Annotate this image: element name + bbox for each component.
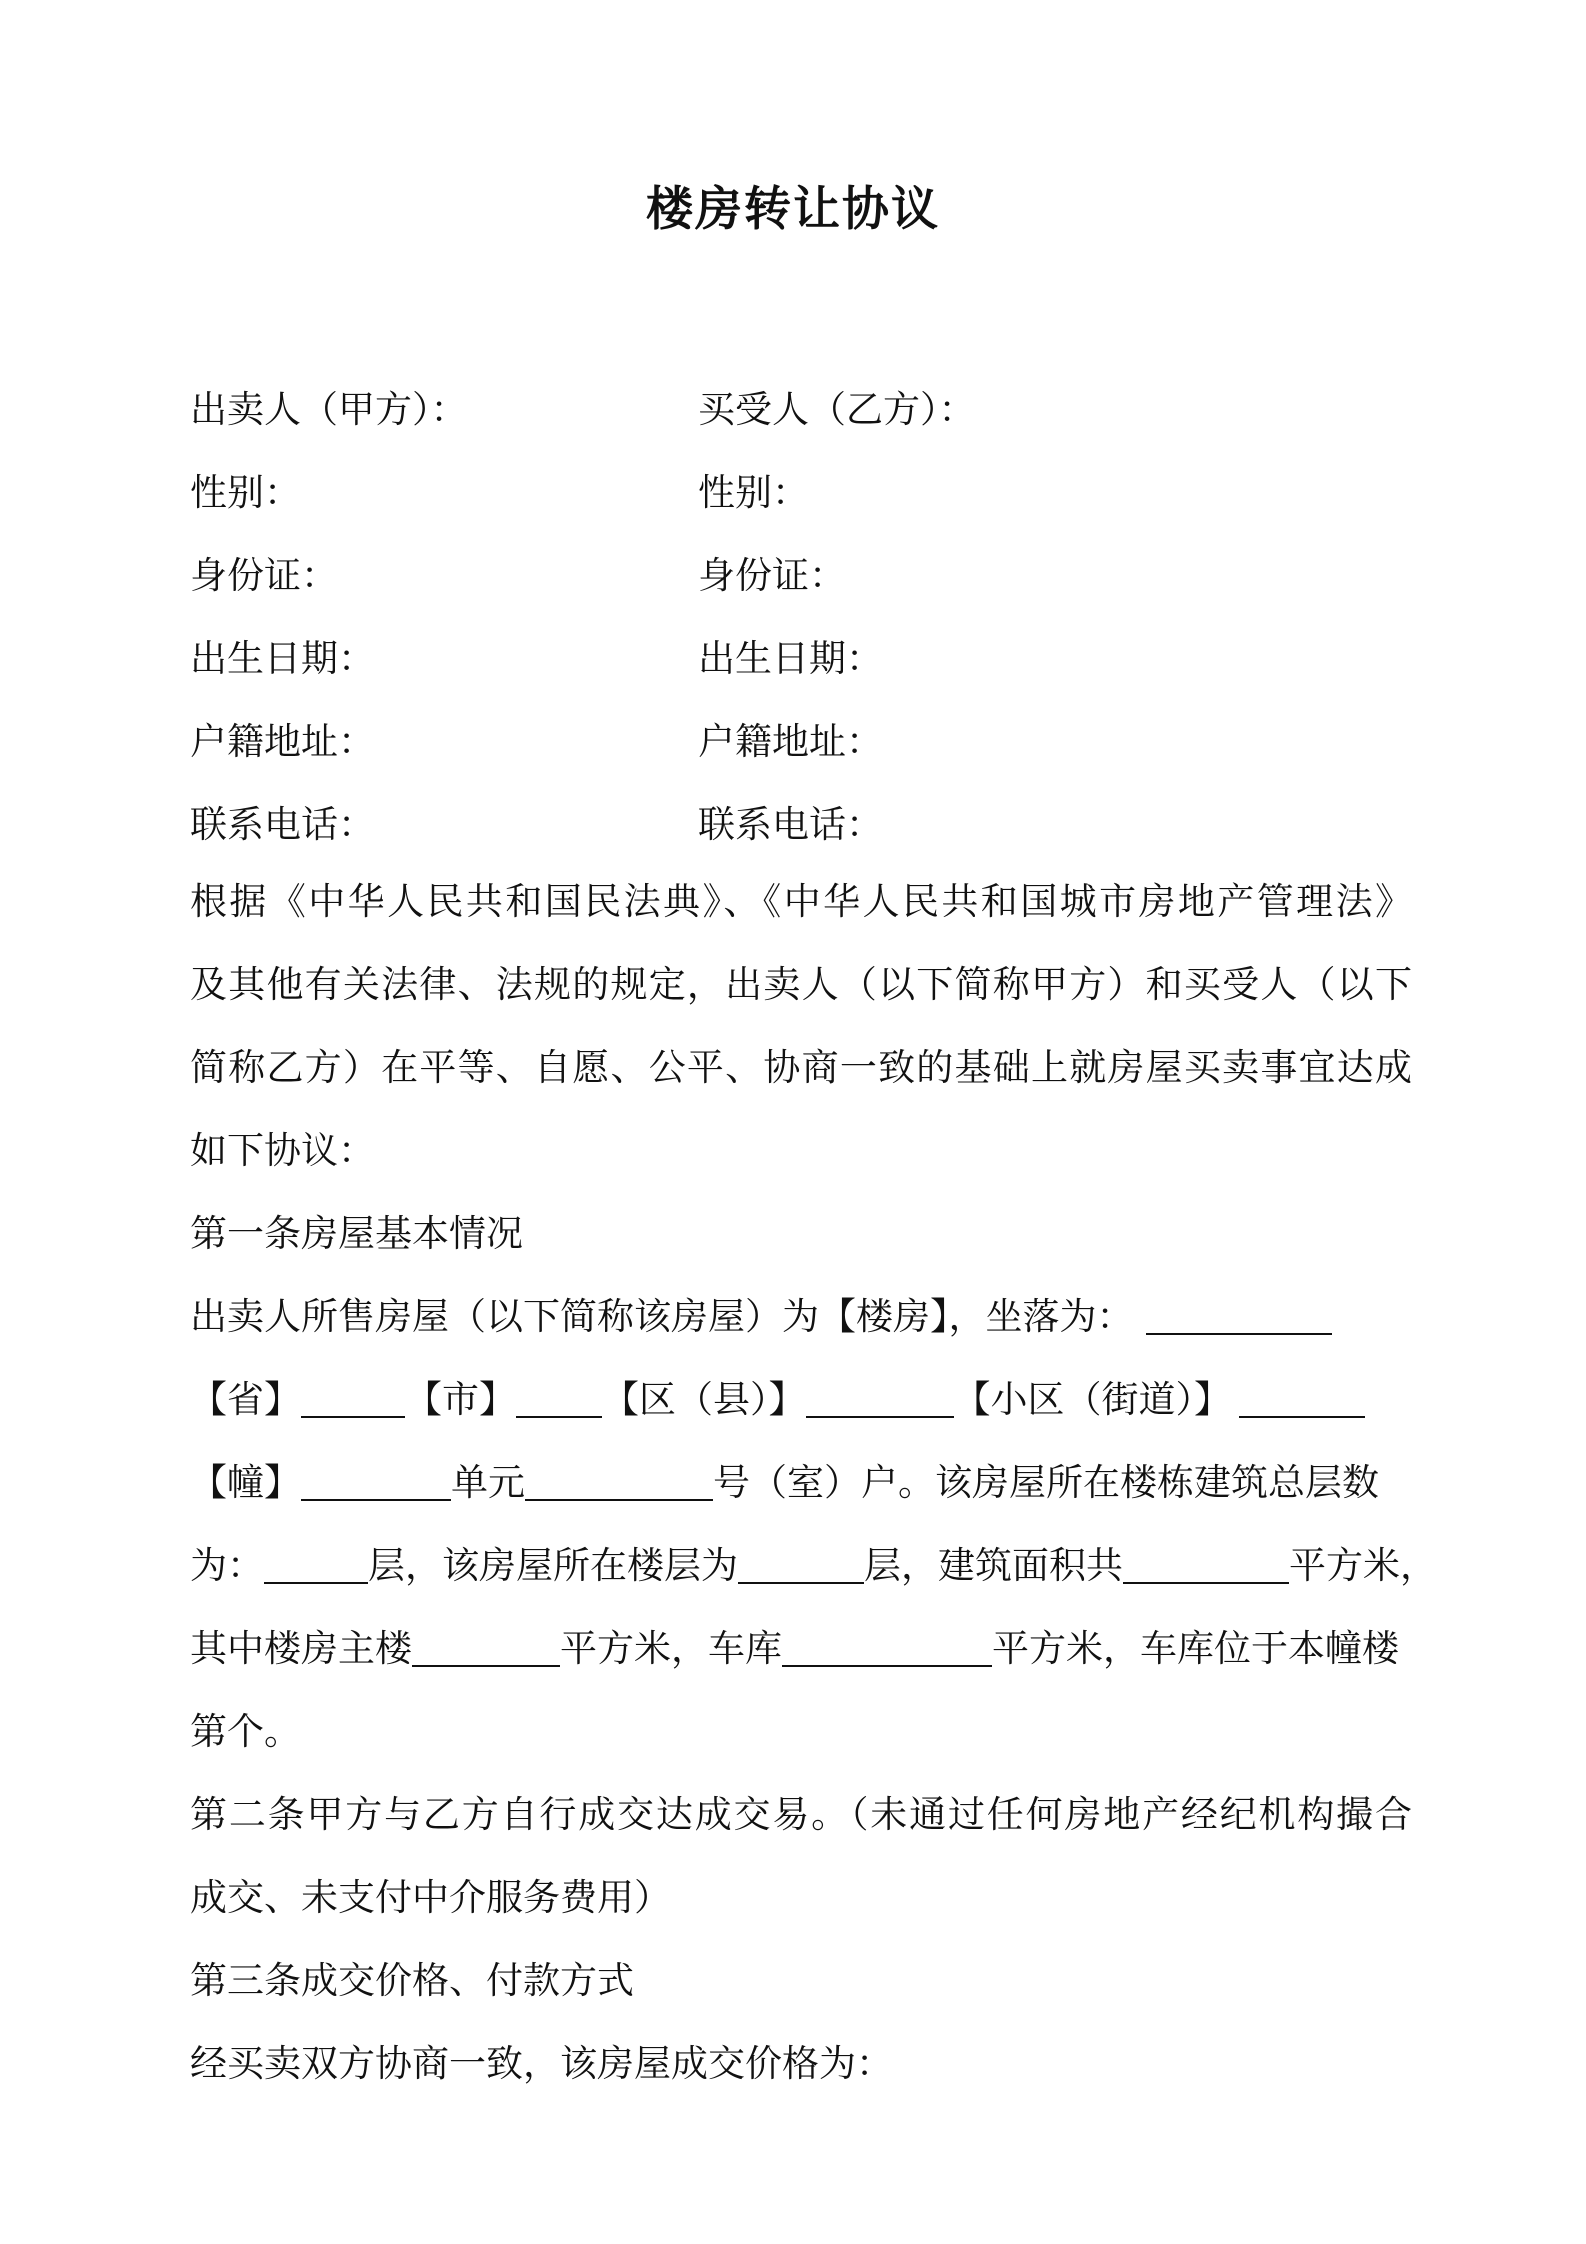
party-row-gender <box>190 447 1410 530</box>
article-1-line-5 <box>190 1607 1412 1690</box>
seller-id-label: 身份证： <box>190 553 338 597</box>
total-floors-prefix: 为： <box>190 1544 264 1587</box>
total-floors-blank[interactable] <box>264 1582 368 1584</box>
buyer-birthdate-label: 出生日期： <box>698 636 883 680</box>
preamble-line-3: 简称乙方）在平等、自愿、公平、协商一致的基础上就房屋买卖事宜达成 <box>190 1046 1412 1089</box>
article-1-location-text: 出卖人所售房屋（以下简称该房屋）为【楼房】，坐落为： <box>190 1295 1134 1338</box>
community-label: 【小区（街道）】 <box>953 1378 1231 1421</box>
room-and-floors-text: 号（室）户。该房屋所在楼栋建筑总层数 <box>713 1461 1379 1504</box>
seller-name-label: 出卖人（甲方）： <box>190 387 468 431</box>
preamble-paragraph <box>190 860 1412 943</box>
article-3-line-1: 经买卖双方协商一致，该房屋成交价格为： <box>190 2042 893 2085</box>
article-1-line-3 <box>190 1441 1412 1524</box>
party-info-table <box>190 364 1410 862</box>
article-1-heading: 第一条房屋基本情况 <box>190 1212 523 1255</box>
location-blank[interactable] <box>1146 1333 1332 1335</box>
article-2-line-2: 成交、未支付中介服务费用） <box>190 1876 671 1919</box>
buyer-id-label: 身份证： <box>698 553 846 597</box>
article-2-line-1: 第二条甲方与乙方自行成交达成交易。（未通过任何房地产经纪机构撮合 <box>190 1793 1412 1836</box>
buyer-phone-label: 联系电话： <box>698 802 883 846</box>
preamble-line-1: 根据《中华人民共和国民法典》、《中华人民共和国城市房地产管理法》 <box>190 880 1412 923</box>
document-title: 楼房转让协议 <box>646 182 940 237</box>
buyer-name-label: 买受人（乙方）： <box>698 387 976 431</box>
article-3-heading: 第三条成交价格、付款方式 <box>190 1959 634 2002</box>
article-1-line-2 <box>190 1358 1412 1441</box>
district-blank[interactable] <box>806 1416 954 1418</box>
seller-address-label: 户籍地址： <box>190 719 375 763</box>
preamble-line-4: 如下协议： <box>190 1129 375 1172</box>
party-row-name <box>190 364 1410 447</box>
seller-birthdate-label: 出生日期： <box>190 636 375 680</box>
building-label: 【幢】 <box>190 1461 301 1504</box>
party-row-phone <box>190 779 1410 862</box>
seller-gender-label: 性别： <box>190 470 301 514</box>
garage-location-text: 平方米，车库位于本幢楼 <box>992 1627 1399 1670</box>
main-building-label: 其中楼房主楼 <box>190 1627 412 1670</box>
party-row-address <box>190 696 1410 779</box>
city-label: 【市】 <box>405 1378 516 1421</box>
buyer-address-label: 户籍地址： <box>698 719 883 763</box>
province-blank[interactable] <box>301 1416 405 1418</box>
seller-phone-label: 联系电话： <box>190 802 375 846</box>
article-1-line-4 <box>190 1524 1437 1607</box>
city-blank[interactable] <box>516 1416 602 1418</box>
area-label: 层，建筑面积共 <box>864 1544 1123 1587</box>
floor-label: 层，该房屋所在楼层为 <box>368 1544 738 1587</box>
province-label: 【省】 <box>190 1378 301 1421</box>
preamble-line-3-wrap <box>190 1026 1412 1109</box>
preamble-line-2: 及其他有关法律、法规的规定，出卖人（以下简称甲方）和买受人（以下 <box>190 963 1412 1006</box>
floor-blank[interactable] <box>738 1582 864 1584</box>
district-label: 【区（县）】 <box>602 1378 806 1421</box>
building-blank[interactable] <box>301 1499 451 1501</box>
agreement-body <box>190 860 1437 2105</box>
party-row-id <box>190 530 1410 613</box>
community-blank[interactable] <box>1239 1416 1365 1418</box>
area-unit: 平方米， <box>1289 1544 1437 1587</box>
area-blank[interactable] <box>1123 1582 1289 1584</box>
garage-label: 平方米，车库 <box>560 1627 782 1670</box>
article-1-line-1 <box>190 1275 1412 1358</box>
main-building-area-blank[interactable] <box>412 1665 560 1667</box>
unit-blank[interactable] <box>525 1499 713 1501</box>
article-2-line-1-wrap <box>190 1773 1412 1856</box>
article-1-line-6: 第个。 <box>190 1710 301 1753</box>
garage-area-blank[interactable] <box>782 1665 992 1667</box>
preamble-line-2-wrap <box>190 943 1412 1026</box>
unit-label: 单元 <box>451 1461 525 1504</box>
party-row-birthdate <box>190 613 1410 696</box>
buyer-gender-label: 性别： <box>698 470 809 514</box>
